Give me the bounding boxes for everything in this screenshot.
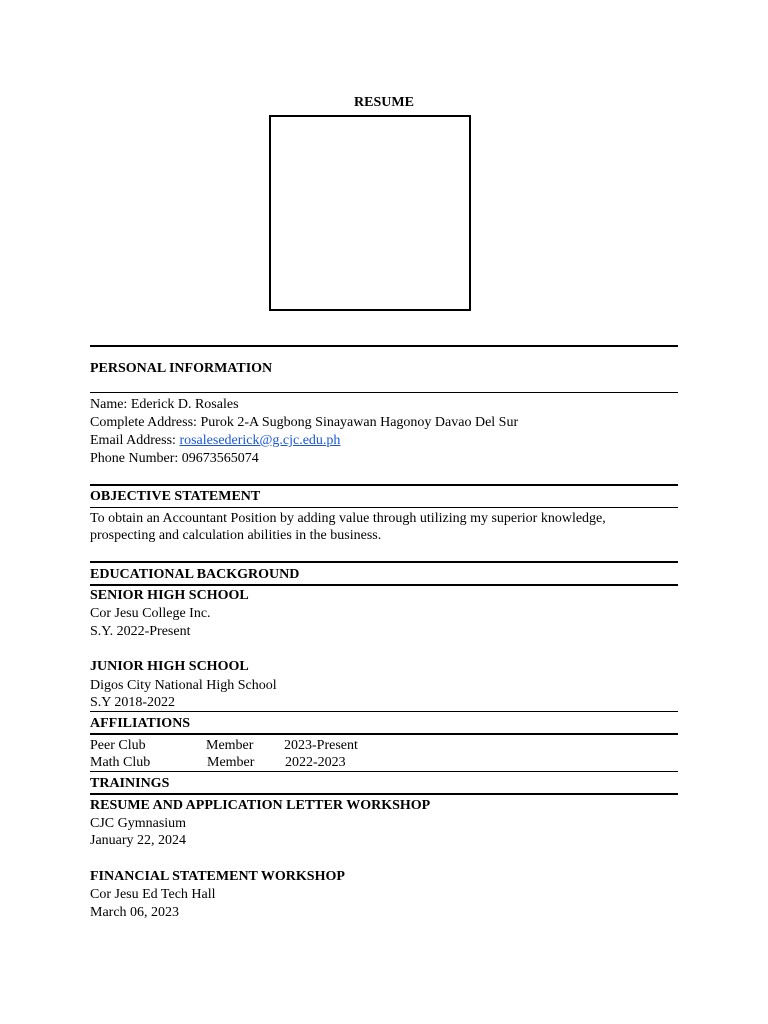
education-school: Digos City National High School	[90, 678, 277, 693]
section-divider	[90, 484, 678, 486]
email-link[interactable]: rosalesederick@g.cjc.edu.ph	[179, 433, 341, 448]
address-line	[90, 414, 518, 431]
education-level: JUNIOR HIGH SCHOOL	[90, 659, 249, 674]
affiliation-club: Math Club	[90, 755, 151, 770]
name-value: Ederick D. Rosales	[130, 397, 239, 412]
section-divider	[90, 561, 678, 563]
training-venue: CJC Gymnasium	[90, 816, 187, 831]
training-name: FINANCIAL STATEMENT WORKSHOP	[90, 869, 345, 884]
training-venue: Cor Jesu Ed Tech Hall	[90, 887, 216, 902]
affiliation-period: 2023-Present	[284, 738, 358, 753]
affiliation-period: 2022-2023	[285, 755, 346, 770]
section-divider	[90, 793, 678, 795]
trainings-heading: TRAININGS	[90, 776, 170, 791]
address-label: Complete Address:	[90, 415, 201, 430]
education-years: S.Y. 2022-Present	[90, 624, 191, 639]
email-line	[90, 432, 340, 449]
phone-value: 09673565074	[181, 451, 259, 466]
training-date: March 06, 2023	[90, 905, 180, 920]
education-level: SENIOR HIGH SCHOOL	[90, 588, 249, 603]
email-label: Email Address:	[90, 433, 180, 448]
section-divider	[90, 711, 678, 712]
phone-label: Phone Number:	[90, 451, 182, 466]
photo-placeholder	[269, 115, 471, 311]
training-name: RESUME AND APPLICATION LETTER WORKSHOP	[90, 798, 431, 813]
education-years: S.Y 2018-2022	[90, 695, 176, 710]
section-divider	[90, 771, 678, 772]
name-line	[90, 396, 239, 413]
affiliations-heading: AFFILIATIONS	[90, 716, 191, 731]
address-value: Purok 2-A Sugbong Sinayawan Hagonoy Davao Del Sur	[200, 415, 519, 430]
affiliation-club: Peer Club	[90, 738, 146, 753]
section-divider	[90, 584, 678, 586]
objective-text-line: prospecting and calculation abilities in the business.	[90, 528, 382, 543]
education-heading: EDUCATIONAL BACKGROUND	[90, 567, 300, 582]
objective-heading: OBJECTIVE STATEMENT	[90, 489, 261, 504]
education-school: Cor Jesu College Inc.	[90, 606, 211, 621]
section-divider	[90, 507, 678, 508]
training-date: January 22, 2024	[90, 833, 187, 848]
section-divider	[90, 345, 678, 347]
resume-title: RESUME	[354, 95, 414, 110]
personal-info-heading: PERSONAL INFORMATION	[90, 361, 273, 376]
name-label: Name:	[90, 397, 131, 412]
section-divider	[90, 733, 678, 735]
section-divider	[90, 392, 678, 393]
affiliation-role: Member	[207, 755, 255, 770]
phone-line	[90, 450, 259, 467]
affiliation-role: Member	[206, 738, 254, 753]
objective-text-line: To obtain an Accountant Position by adding value through utilizing my superior knowledge,	[90, 511, 606, 526]
